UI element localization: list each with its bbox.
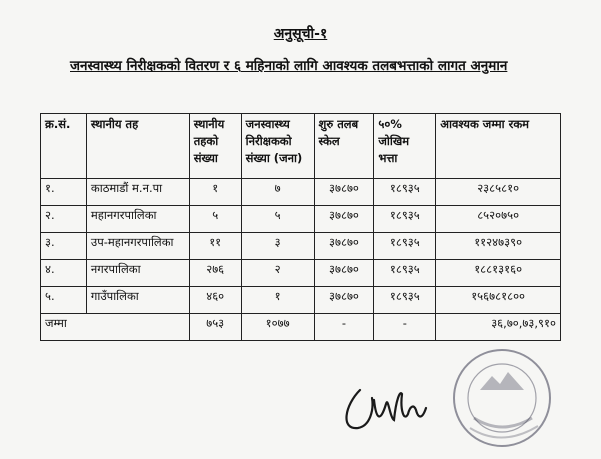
cell-local-level: नगरपालिका (86, 260, 189, 287)
cell-inspectors: ५ (241, 206, 314, 233)
total-count: ७५३ (189, 314, 241, 341)
cell-count: ११ (189, 233, 241, 260)
cell-inspectors: ७ (241, 179, 314, 206)
cell-total: ८५२०७५० (436, 206, 561, 233)
total-label: जम्मा (41, 314, 190, 341)
total-salary: - (314, 314, 374, 341)
cell-allowance: १८९३५ (374, 260, 436, 287)
cell-allowance: १८९३५ (374, 233, 436, 260)
cell-total: १५६७८१८०० (436, 287, 561, 314)
cell-allowance: १८९३५ (374, 287, 436, 314)
cell-local-level: महानगरपालिका (86, 206, 189, 233)
annex-title: अनुसूची-१ (273, 26, 328, 42)
cell-serial: ५. (41, 287, 87, 314)
cell-salary: ३७८७० (314, 287, 374, 314)
cell-count: ५ (189, 206, 241, 233)
table-row (41, 260, 561, 287)
table-header-row (41, 114, 561, 179)
signature-icon (330, 360, 440, 440)
column-header: स्थानीय तह (86, 114, 189, 179)
cell-salary: ३७८७० (314, 206, 374, 233)
table-row (41, 179, 561, 206)
cell-total: ११२४७३९० (436, 233, 561, 260)
table-total-row (41, 314, 561, 341)
cell-inspectors: ३ (241, 233, 314, 260)
cell-salary: ३७८७० (314, 233, 374, 260)
total-allowance: - (374, 314, 436, 341)
cell-count: २७६ (189, 260, 241, 287)
column-header: स्थानीय तहको संख्या (189, 114, 241, 179)
total-amount: ३६,७०,७३,९१० (436, 314, 561, 341)
cell-inspectors: १ (241, 287, 314, 314)
cell-count: ४६० (189, 287, 241, 314)
cell-local-level: गाउँपालिका (86, 287, 189, 314)
table-row (41, 206, 561, 233)
cell-count: १ (189, 179, 241, 206)
cell-serial: ३. (41, 233, 87, 260)
seal-icon (440, 340, 560, 450)
cell-allowance: १८९३५ (374, 179, 436, 206)
cell-serial: १. (41, 179, 87, 206)
cell-serial: २. (41, 206, 87, 233)
total-inspectors: १०७७ (241, 314, 314, 341)
column-header: जनस्वास्थ्य निरीक्षकको संख्या (जना) (241, 114, 314, 179)
table-row (41, 287, 561, 314)
cell-salary: ३७८७० (314, 260, 374, 287)
cell-total: १८८१३१६० (436, 260, 561, 287)
cell-serial: ४. (41, 260, 87, 287)
column-header: क्र.सं. (41, 114, 87, 179)
cell-allowance: १८९३५ (374, 206, 436, 233)
column-header: ५०% जोखिम भत्ता (374, 114, 436, 179)
document-heading: जनस्वास्थ्य निरीक्षकको वितरण र ६ महिनाको लागि आवश्यक तलबभत्ताको लागत अनुमान (70, 58, 508, 74)
cell-local-level: काठमाडौं म.न.पा (86, 179, 189, 206)
cell-salary: ३७८७० (314, 179, 374, 206)
cell-total: २३८५८१० (436, 179, 561, 206)
table-row (41, 233, 561, 260)
cell-inspectors: २ (241, 260, 314, 287)
cell-local-level: उप-महानगरपालिका (86, 233, 189, 260)
column-header: शुरु तलब स्केल (314, 114, 374, 179)
cost-estimate-table (40, 113, 561, 341)
column-header: आवश्यक जम्मा रकम (436, 114, 561, 179)
